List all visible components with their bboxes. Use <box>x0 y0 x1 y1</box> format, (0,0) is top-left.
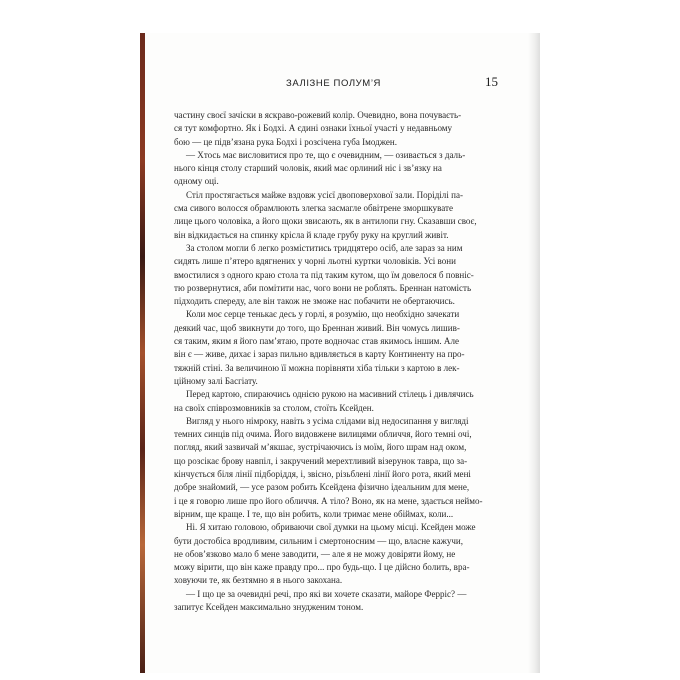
text-line: — І що це за очевидні речі, про які ви хочете сказати, майоре Ферріс? — <box>186 588 467 599</box>
text-line: кінчується біля лінії підборіддя, і, звісно, різьблені лінії його рота, який мені <box>174 469 471 480</box>
text-line: тяжній стіні. За величиною її можна порівняти хіба тільки з картою в лек- <box>174 362 460 373</box>
text-line: підходить спереду, але він також не зможе нас побачити не обертаючись. <box>174 296 455 307</box>
text-line: ховуючи те, як безтямно я в нього закохана. <box>174 575 343 586</box>
text-line: на своїх співрозмовників за столом, стоїть Ксейден. <box>174 402 374 413</box>
page-number: 15 <box>485 74 498 89</box>
text-line: вмостилися з одного краю стола та під таким кутом, що їм довелося б повніс- <box>174 269 474 280</box>
text-line: деякий час, щоб звикнути до того, що Бреннан живий. Він чомусь лишив- <box>174 322 460 333</box>
text-line: запитує Ксейден максимально знудженим тоном. <box>174 601 364 612</box>
text-line: бути достобіса вродливим, сильним і смертоносним — що, власне кажучи, <box>174 535 464 546</box>
text-line: ся тут комфортно. Як і Бодхі. А єдині ознаки їхньої участі у недавньому <box>174 123 453 134</box>
running-head-title: ЗАЛІЗНЕ ПОЛУМ’Я <box>286 78 381 89</box>
text-line: одному оці. <box>174 176 219 187</box>
text-line: він є — живе, дихає і зараз пильно вдивляється в карту Континенту на про- <box>174 349 465 360</box>
text-line: добре знайомий, — усе разом робить Ксейдена фізично ідеальним для мене, <box>174 482 470 493</box>
text-line: Коли моє серце тенькає десь у горлі, я розумію, що необхідно зачекати <box>186 309 460 320</box>
text-line: не обов’язково мало б мене заводити, — але я не можу довіряти йому, не <box>174 548 456 559</box>
text-line: Вигляд у нього німроку, навіть з усіма слідами від недосипання у вигляді <box>186 415 469 426</box>
text-line: бою — це підв’язана рука Бодхі і розсічена губа Імоджен. <box>174 136 397 147</box>
text-line: погляд, який зазвичай м’якшає, зустрічаючись із моїм, його шрам над оком, <box>174 442 467 453</box>
text-line: частину своєї зачіски в яскраво-рожевий колір. Очевидно, вона почуваєть- <box>174 110 462 120</box>
text-line: темних синців під очима. Його видовжене вилицями обличчя, його темні очі, <box>174 429 472 440</box>
text-line: сма сивого волосся обрамлюють злегка засмагле обвітрене зморшкувате <box>174 203 453 214</box>
text-line: Стіл простягається майже вздовж усієї двоповерхової зали. Поріділі па- <box>186 189 463 200</box>
text-line: ційному залі Басгіату. <box>174 375 258 386</box>
page-edge-shadow <box>528 33 540 673</box>
text-line: Ні. Я хитаю головою, обриваючи свої думки на цьому місці. Ксейден може <box>186 522 476 533</box>
text-line: лице цього чоловіка, а його щоки звисають, як в антилопи гну. Сказавши своє, <box>174 216 477 227</box>
text-line: ся таким, яким я його пам’ятаю, проте водночас став якимось іншим. Але <box>174 336 459 347</box>
text-line: Перед картою, спираючись однією рукою на масивний стілець і дивлячись <box>186 389 474 400</box>
text-line: вірним, ще краще. І те, що він робить, коли тримає мене обіймах, коли... <box>174 508 454 519</box>
body-text <box>174 109 498 614</box>
text-line: За столом могли б легко розміститись тридцятеро осіб, але зараз за ним <box>186 242 463 253</box>
text-line: що розсікає брову навпіл, і закручений мерехтливий візерунок тавра, що за- <box>174 455 468 466</box>
text-line: тю розвернутися, аби помітити нас, чого вони не роблять. Бреннан натомість <box>174 282 472 293</box>
text-line: нього кінця столу старший чоловік, який має орлиний ніс і зв’язку на <box>174 163 442 174</box>
text-line: — Хтось має висловитися про те, що є очевидним, — озивається з даль- <box>186 149 466 160</box>
text-line: можу вірити, що він каже правду про... про будь-що. І це дійсно болить, вра- <box>174 562 470 573</box>
text-line: і це я говорю лише про його обличчя. А тіло? Воно, як на мене, здається неймо- <box>174 495 483 506</box>
text-line: сидять лише п’ятеро вдягнених у чорні льотні куртки чоловіків. Усі вони <box>174 256 456 267</box>
text-line: він відкидається на спинку крісла й кладе грубу руку на круглий живіт. <box>174 229 449 240</box>
